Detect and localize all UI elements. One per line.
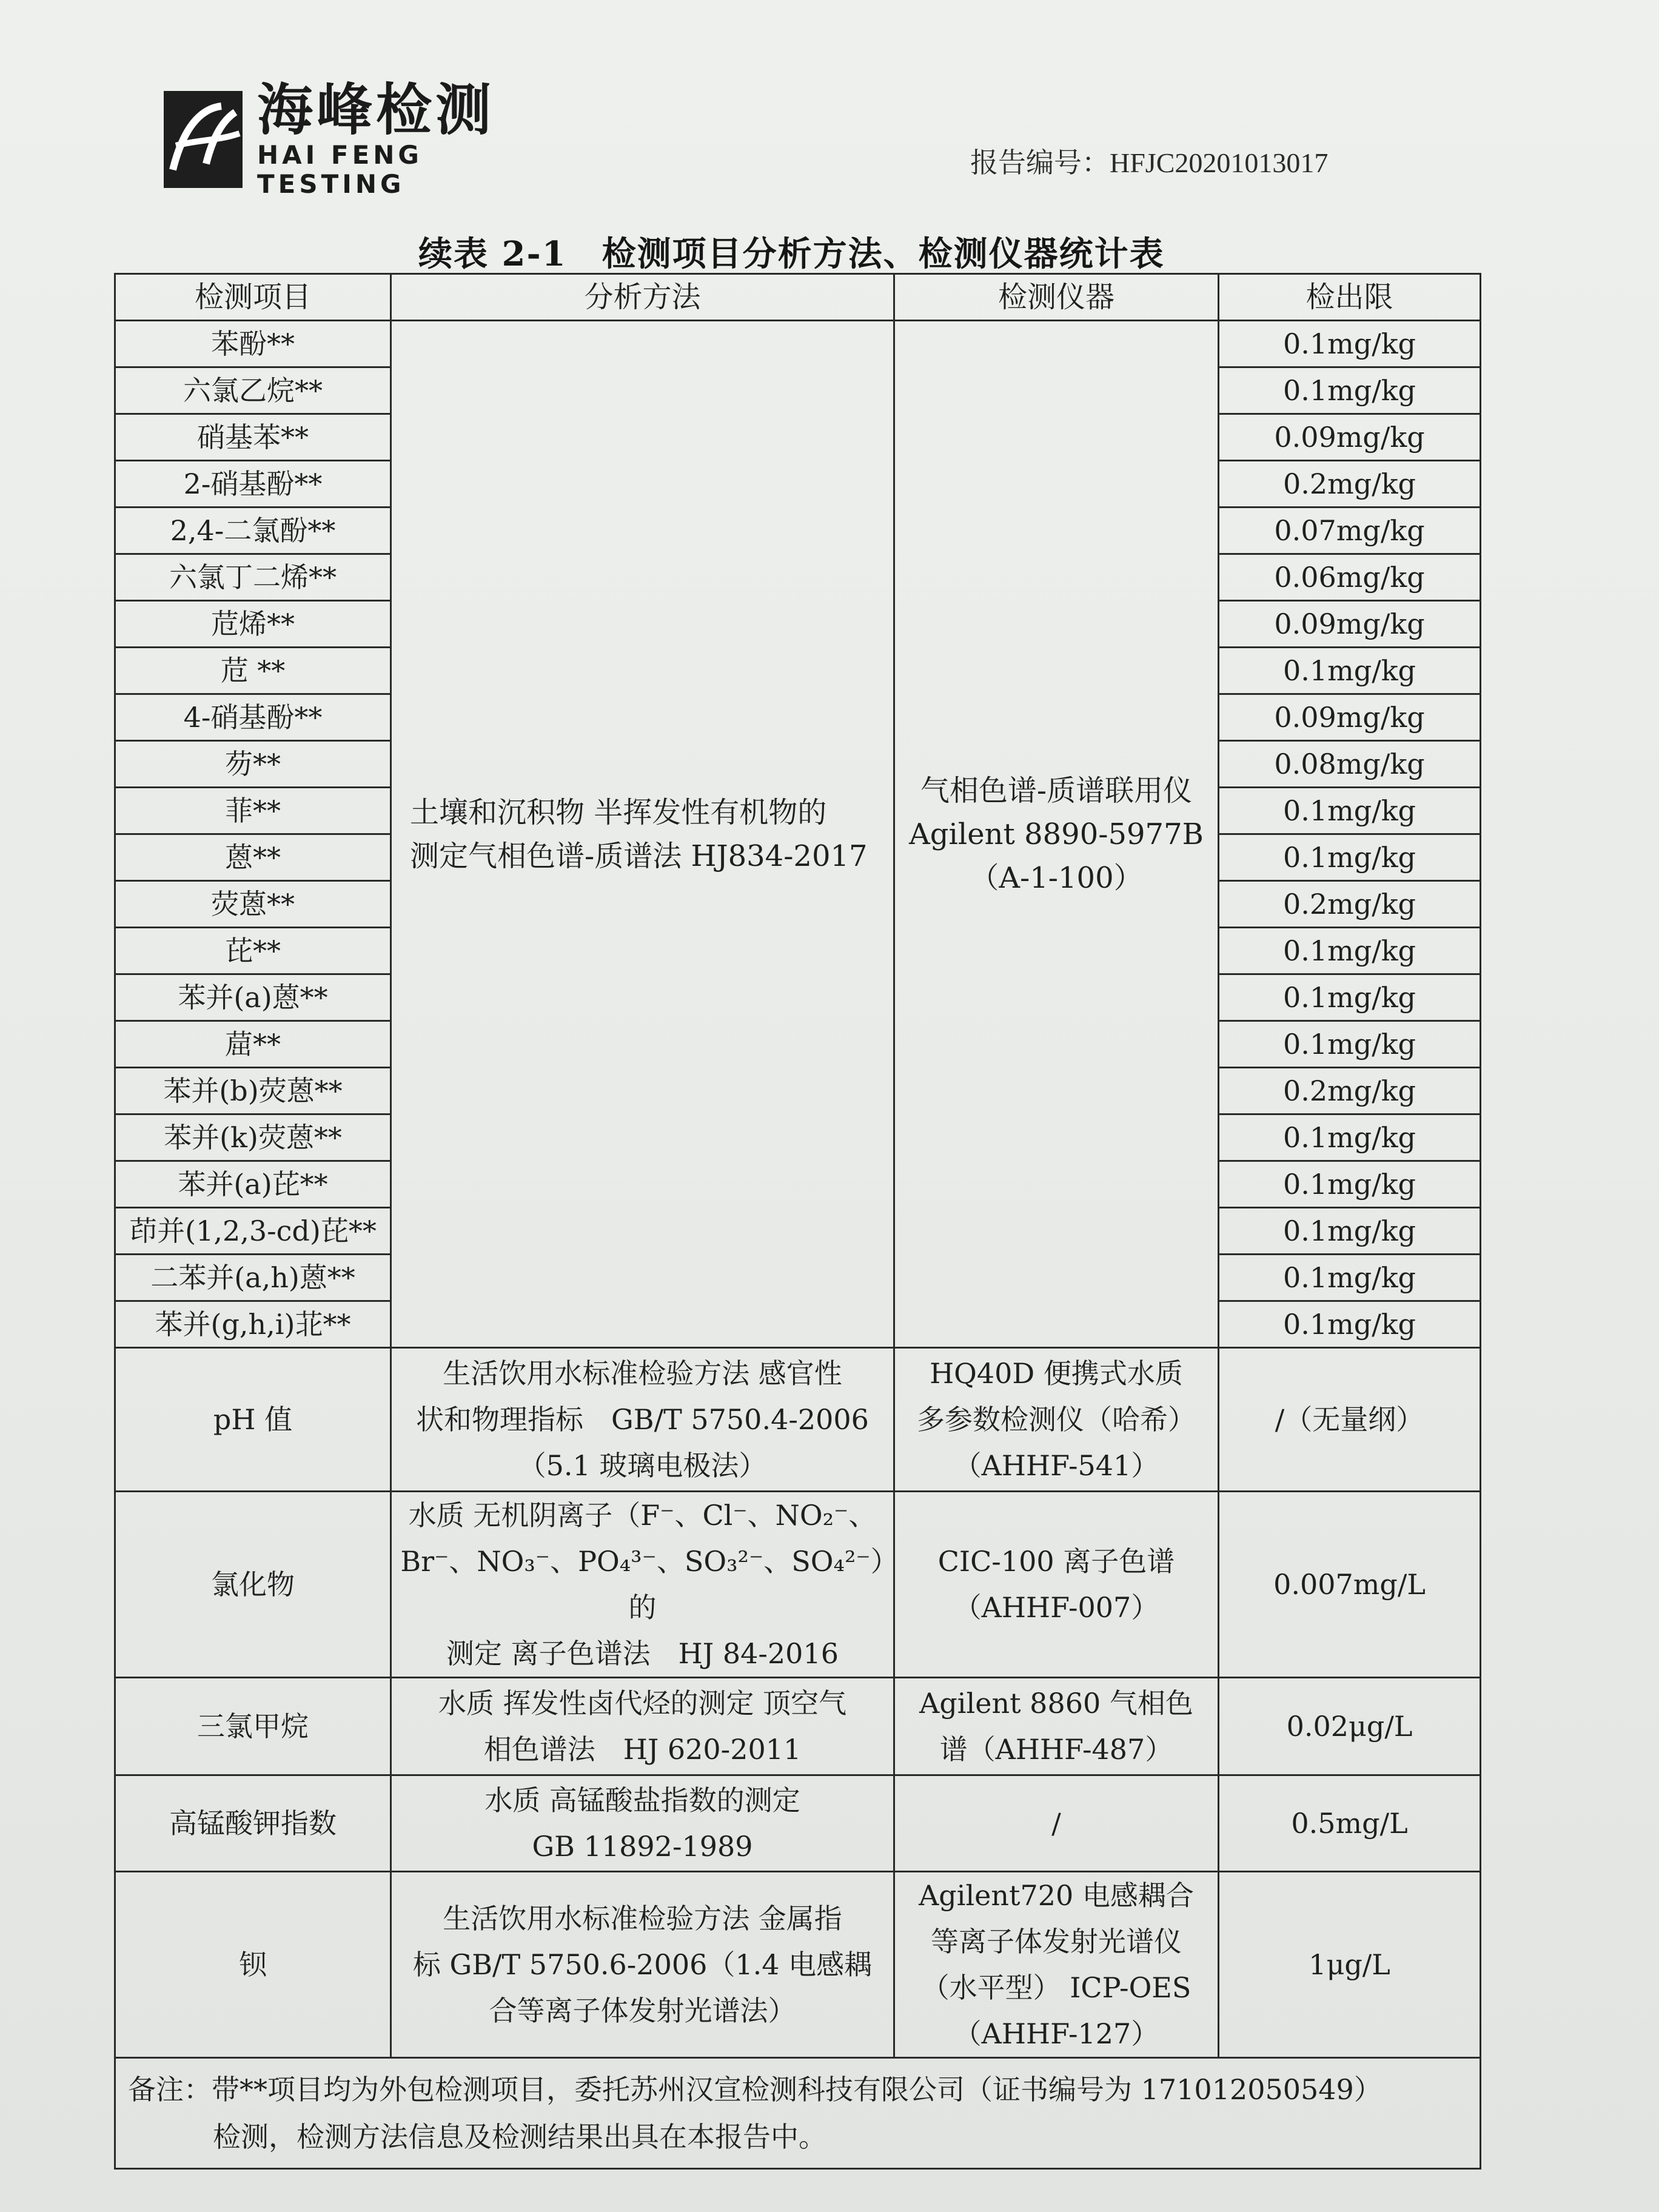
table-row: [115, 321, 1481, 367]
method: [391, 1678, 894, 1775]
company-logo: [164, 78, 528, 199]
detection-limit: 0.08mg/kg: [1219, 741, 1481, 788]
detection-limit: 0.09mg/kg: [1219, 694, 1481, 741]
method-line: 生活饮用水标准检验方法 金属指: [443, 1902, 842, 1935]
detection-limit: 0.1mg/kg: [1219, 1114, 1481, 1161]
item-name: 4-硝基酚**: [115, 694, 391, 741]
item-name: 荧蒽**: [115, 881, 391, 928]
logo-chinese-name: 海峰检测: [257, 78, 495, 142]
report-number-label: 报告编号：: [970, 146, 1110, 179]
logo-english-name: HAI FENG TESTING: [257, 140, 423, 199]
item-name: 三氯甲烷: [115, 1678, 391, 1775]
detection-limit: 0.1mg/kg: [1219, 321, 1481, 367]
detection-limit: 0.1mg/kg: [1219, 1161, 1481, 1208]
instrument-line: 多参数检测仪（哈希）: [917, 1403, 1196, 1436]
svoc-instrument: [894, 321, 1219, 1348]
detection-limit: 0.1mg/kg: [1219, 1255, 1481, 1301]
instrument: [894, 1348, 1219, 1492]
method-line: 相色谱法 HJ 620-2011: [483, 1733, 802, 1766]
item-name: 苯并(a)芘**: [115, 1161, 391, 1208]
detection-limit: 0.1mg/kg: [1219, 1301, 1481, 1348]
item-name: 䓛**: [115, 1021, 391, 1068]
detection-limit: 1μg/L: [1219, 1872, 1481, 2058]
item-name: 钡: [115, 1872, 391, 2058]
detection-limit: 0.2mg/kg: [1219, 461, 1481, 508]
method-line: 水质 无机阴离子（F⁻、Cl⁻、NO₂⁻、: [408, 1499, 877, 1532]
detection-limit: 0.2mg/kg: [1219, 881, 1481, 928]
table-row-chloride: [115, 1492, 1481, 1678]
item-name: 苯并(k)荧蒽**: [115, 1114, 391, 1161]
detection-limit: 0.5mg/L: [1219, 1775, 1481, 1872]
header-instrument: 检测仪器: [894, 274, 1219, 321]
item-name: 芴**: [115, 741, 391, 788]
detection-limit: 0.007mg/L: [1219, 1492, 1481, 1678]
detection-limit: 0.1mg/kg: [1219, 974, 1481, 1021]
detection-limit: 0.1mg/kg: [1219, 834, 1481, 881]
detection-limit: 0.02μg/L: [1219, 1678, 1481, 1775]
instrument-line: （AHHF-127）: [953, 2017, 1159, 2050]
method-line: Br⁻、NO₃⁻、PO₄³⁻、SO₃²⁻、SO₄²⁻）的: [400, 1545, 885, 1624]
method-line: 合等离子体发射光谱法）: [489, 1994, 796, 2027]
item-name: 苯酚**: [115, 321, 391, 367]
item-name: 二苯并(a,h)蒽**: [115, 1255, 391, 1301]
item-name: 2,4-二氯酚**: [115, 508, 391, 554]
instrument-line: Agilent 8860 气相色: [919, 1687, 1193, 1720]
item-name: 六氯丁二烯**: [115, 554, 391, 601]
svoc-method-line: 测定气相色谱-质谱法 HJ834-2017: [410, 839, 868, 873]
item-name: 硝基苯**: [115, 414, 391, 461]
item-name: pH 值: [115, 1348, 391, 1492]
detection-limit: 0.1mg/kg: [1219, 648, 1481, 694]
instrument-line: （水平型） ICP-OES: [921, 1971, 1191, 2004]
svoc-instrument-line: 气相色谱-质谱联用仪: [920, 773, 1193, 808]
table-row-chloroform: [115, 1678, 1481, 1775]
detection-limit: 0.09mg/kg: [1219, 601, 1481, 648]
svoc-method-line: 土壤和沉积物 半挥发性有机物的: [410, 795, 827, 830]
table-title: 续表 2-1 检测项目分析方法、检测仪器统计表: [418, 234, 1165, 274]
table-header-row: [115, 274, 1481, 321]
detection-limit: 0.09mg/kg: [1219, 414, 1481, 461]
instrument-line: /: [1051, 1807, 1061, 1840]
method-line: 状和物理指标 GB/T 5750.4-2006: [416, 1403, 869, 1436]
method: [391, 1775, 894, 1872]
note: [115, 2058, 1481, 2169]
detection-limit: 0.06mg/kg: [1219, 554, 1481, 601]
method: [391, 1348, 894, 1492]
item-name: 氯化物: [115, 1492, 391, 1678]
item-name: 苊烯**: [115, 601, 391, 648]
note-row: [115, 2058, 1481, 2169]
logo-mark-icon: [164, 91, 243, 188]
method-line: 生活饮用水标准检验方法 感官性: [443, 1357, 842, 1390]
item-name: 苊 **: [115, 648, 391, 694]
item-name: 苯并(a)蒽**: [115, 974, 391, 1021]
methods-table: [114, 273, 1481, 2170]
method-line: 水质 挥发性卤代烃的测定 顶空气: [438, 1687, 847, 1720]
table-row-ph: [115, 1348, 1481, 1492]
method-line: GB 11892-1989: [532, 1830, 753, 1863]
instrument-line: CIC-100 离子色谱: [937, 1545, 1175, 1578]
detection-limit: 0.1mg/kg: [1219, 1021, 1481, 1068]
instrument-line: 谱（AHHF-487）: [939, 1733, 1173, 1766]
method-line: 标 GB/T 5750.6-2006（1.4 电感耦: [412, 1948, 873, 1981]
item-name: 苯并(b)荧蒽**: [115, 1068, 391, 1114]
note-line: 检测，检测方法信息及检测结果出具在本报告中。: [213, 2120, 826, 2153]
table-row-barium: [115, 1872, 1481, 2058]
header-method: 分析方法: [391, 274, 894, 321]
instrument-line: 等离子体发射光谱仪: [931, 1925, 1182, 1958]
detection-limit: 0.07mg/kg: [1219, 508, 1481, 554]
item-name: 芘**: [115, 928, 391, 974]
item-name: 高锰酸钾指数: [115, 1775, 391, 1872]
report-number: [970, 141, 1328, 181]
item-name: 苯并(g,h,i)苝**: [115, 1301, 391, 1348]
instrument-line: Agilent720 电感耦合: [919, 1879, 1194, 1912]
detection-limit: 0.1mg/kg: [1219, 367, 1481, 414]
report-number-value: HFJC20201013017: [1110, 147, 1329, 178]
method-line: （5.1 玻璃电极法）: [518, 1449, 767, 1482]
detection-limit: 0.1mg/kg: [1219, 928, 1481, 974]
item-name: 蒽**: [115, 834, 391, 881]
instrument: [894, 1678, 1219, 1775]
svoc-instrument-line: Agilent 8890-5977B: [909, 817, 1204, 851]
item-name: 六氯乙烷**: [115, 367, 391, 414]
instrument-line: （AHHF-541）: [953, 1449, 1159, 1482]
header-item: 检测项目: [115, 274, 391, 321]
instrument-line: HQ40D 便携式水质: [930, 1357, 1183, 1390]
detection-limit: 0.1mg/kg: [1219, 788, 1481, 834]
svoc-method: [391, 321, 894, 1348]
note-line: 备注：带**项目均为外包检测项目，委托苏州汉宣检测科技有限公司（证书编号为 171012050549）: [128, 2073, 1382, 2106]
item-name: 茚并(1,2,3-cd)芘**: [115, 1208, 391, 1255]
instrument: [894, 1872, 1219, 2058]
method: [391, 1872, 894, 2058]
instrument-line: （AHHF-007）: [953, 1591, 1159, 1624]
item-name: 菲**: [115, 788, 391, 834]
detection-limit: 0.1mg/kg: [1219, 1208, 1481, 1255]
method-line: 测定 离子色谱法 HJ 84-2016: [446, 1637, 839, 1670]
header-limit: 检出限: [1219, 274, 1481, 321]
method: [391, 1492, 894, 1678]
svoc-instrument-line: （A-1-100）: [970, 860, 1143, 895]
detection-limit: /（无量纲）: [1219, 1348, 1481, 1492]
instrument: [894, 1775, 1219, 1872]
table-row-permanganate: [115, 1775, 1481, 1872]
method-line: 水质 高锰酸盐指数的测定: [484, 1784, 800, 1817]
item-name: 2-硝基酚**: [115, 461, 391, 508]
detection-limit: 0.2mg/kg: [1219, 1068, 1481, 1114]
instrument: [894, 1492, 1219, 1678]
